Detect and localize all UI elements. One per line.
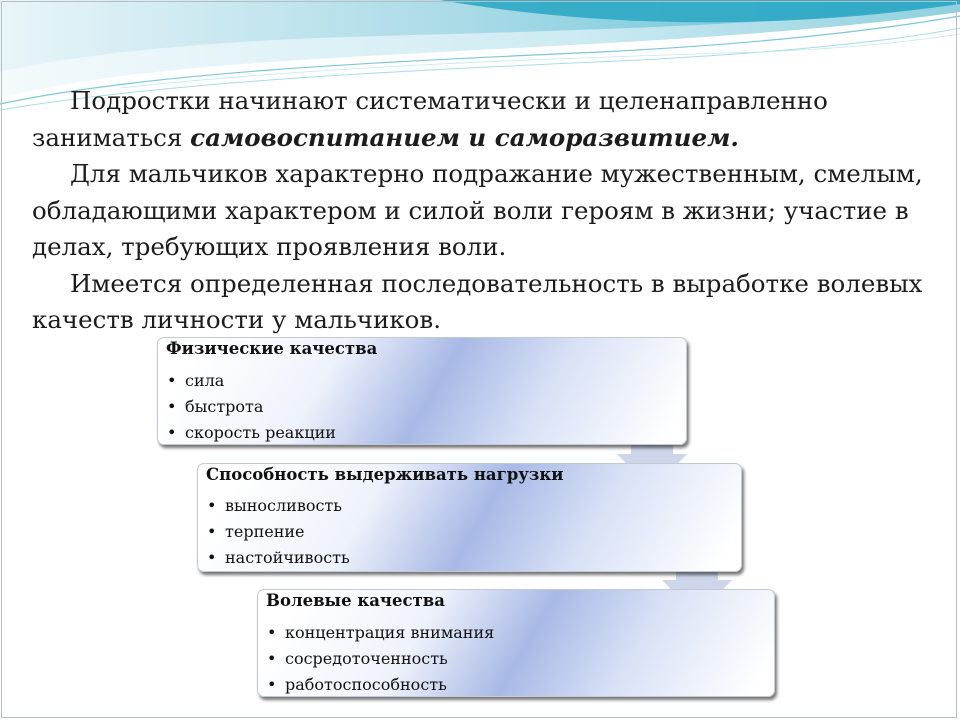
paragraph-boys-imitation: Для мальчиков характерно подражание мужественным, смелым, обладающими характером и силой воли героям в жизни; участие в делах, требующих проявления воли.	[32, 159, 923, 261]
paragraph-self-education	[32, 83, 932, 156]
physical-qualities-box	[157, 337, 687, 445]
bullet-icon: •	[167, 371, 177, 390]
box-title: Способность выдерживать нагрузки	[206, 465, 564, 484]
bullet-list	[267, 620, 494, 698]
list-item	[167, 394, 336, 420]
endurance-capacity-box	[197, 463, 742, 572]
list-item-label: концентрация внимания	[285, 623, 495, 642]
bullet-icon: •	[267, 675, 277, 694]
list-item	[267, 646, 494, 672]
bullet-icon: •	[167, 423, 177, 442]
bullet-icon: •	[207, 496, 217, 515]
volitional-qualities-box	[257, 589, 775, 697]
list-item-label: сила	[185, 371, 225, 390]
paragraph-1-text: Подростки начинают систематически и целенаправленно заниматься	[32, 86, 828, 152]
list-item	[207, 493, 350, 519]
list-item	[207, 519, 350, 545]
paragraph-1-emphasis: самовоспитанием и саморазвитием.	[190, 122, 739, 152]
box-title: Физические качества	[166, 339, 378, 358]
list-item	[207, 545, 350, 571]
bullet-icon: •	[267, 623, 277, 642]
list-item	[267, 620, 494, 646]
bullet-icon: •	[207, 548, 217, 567]
list-item-label: скорость реакции	[185, 423, 336, 442]
list-item	[167, 420, 336, 446]
list-item-label: работоспособность	[285, 675, 447, 694]
list-item-label: терпение	[225, 522, 305, 541]
text-body	[32, 83, 932, 339]
bullet-list	[207, 493, 350, 571]
list-item-label: выносливость	[225, 496, 342, 515]
list-item	[267, 672, 494, 698]
bullet-icon: •	[167, 397, 177, 416]
list-item-label: быстрота	[185, 397, 264, 416]
list-item-label: сосредоточенность	[285, 649, 448, 668]
list-item	[167, 368, 336, 394]
bullet-icon: •	[207, 522, 217, 541]
paragraph-sequence: Имеется определенная последовательность в выработке волевых качеств личности у мальчиков.	[32, 268, 923, 334]
bullet-list	[167, 368, 336, 446]
bullet-icon: •	[267, 649, 277, 668]
box-title: Волевые качества	[266, 591, 445, 610]
list-item-label: настойчивость	[225, 548, 350, 567]
